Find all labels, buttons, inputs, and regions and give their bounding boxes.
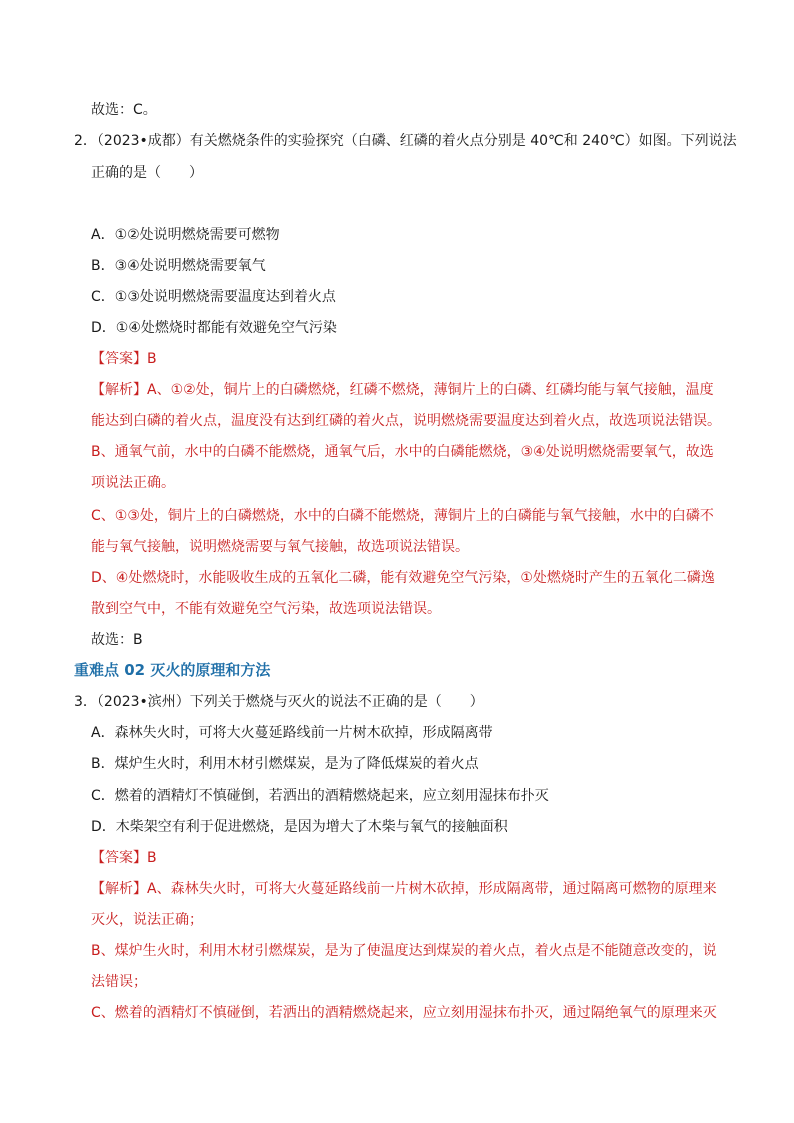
analysis-line: 【解析】A、森林失火时，可将大火蔓延路线前一片树木砍掉，形成隔离带，通过隔离可燃物的原理来: [91, 881, 717, 897]
analysis-line: 【解析】A、①②处，铜片上的白磷燃烧，红磷不燃烧，薄铜片上的白磷、红磷均能与氧气接触，温度: [91, 382, 714, 398]
option-b: B．煤炉生火时，利用木材引燃煤炭，是为了降低煤炭的着火点: [91, 756, 479, 772]
section-heading: 重难点 02 灭火的原理和方法: [74, 661, 271, 679]
option-a: A．森林失火时，可将大火蔓延路线前一片树木砍掉，形成隔离带: [91, 725, 493, 741]
analysis-line: 能与氧气接触，说明燃烧需要与氧气接触，故选项说法错误。: [91, 539, 469, 555]
analysis-line: 项说法正确。: [91, 475, 175, 491]
answer-label: 【答案】B: [91, 351, 157, 367]
analysis-line: 能达到白磷的着火点，温度没有达到红磷的着火点，说明燃烧需要温度达到着火点，故选项说法错误。: [91, 413, 721, 429]
analysis-line: C、燃着的酒精灯不慎碰倒，若洒出的酒精燃烧起来，应立刻用湿抹布扑灭，通过隔绝氧气的原理来灭: [91, 1005, 717, 1021]
analysis-line: C、①③处，铜片上的白磷燃烧，水中的白磷不能燃烧，薄铜片上的白磷能与氧气接触，水中的白磷不: [91, 508, 714, 524]
choice-line: 故选：B: [91, 632, 143, 648]
option-d: D．木柴架空有利于促进燃烧，是因为增大了木柴与氧气的接触面积: [91, 819, 508, 835]
question-3-stem: 3．（2023•滨州）下列关于燃烧与灭火的说法不正确的是（ ）: [74, 694, 484, 710]
option-a: A．①②处说明燃烧需要可燃物: [91, 227, 280, 243]
option-d: D．①④处燃烧时都能有效避免空气污染: [91, 320, 337, 336]
option-c: C．燃着的酒精灯不慎碰倒，若洒出的酒精燃烧起来，应立刻用湿抹布扑灭: [91, 788, 549, 804]
question-2-stem: 2．（2023•成都）有关燃烧条件的实验探究（白磷、红磷的着火点分别是 40℃和 240℃）如图。下列说法: [74, 133, 737, 149]
analysis-line: 灭火，说法正确；: [91, 912, 203, 928]
question-2-stem-cont: 正确的是（ ）: [91, 165, 203, 181]
answer-label: 【答案】B: [91, 850, 157, 866]
analysis-line: B、通氧气前，水中的白磷不能燃烧，通氧气后，水中的白磷能燃烧，③④处说明燃烧需要氧气，故选: [91, 444, 714, 460]
analysis-line: D、④处燃烧时，水能吸收生成的五氧化二磷，能有效避免空气污染，①处燃烧时产生的五氧化二磷逸: [91, 570, 715, 586]
analysis-line: 法错误；: [91, 974, 147, 990]
analysis-line: B、煤炉生火时，利用木材引燃煤炭，是为了使温度达到煤炭的着火点，着火点是不能随意改变的，说: [91, 943, 717, 959]
option-b: B．③④处说明燃烧需要氧气: [91, 258, 266, 274]
analysis-line: 散到空气中，不能有效避免空气污染，故选项说法错误。: [91, 601, 441, 617]
choice-line: 故选：C。: [91, 102, 157, 118]
option-c: C．①③处说明燃烧需要温度达到着火点: [91, 289, 336, 305]
